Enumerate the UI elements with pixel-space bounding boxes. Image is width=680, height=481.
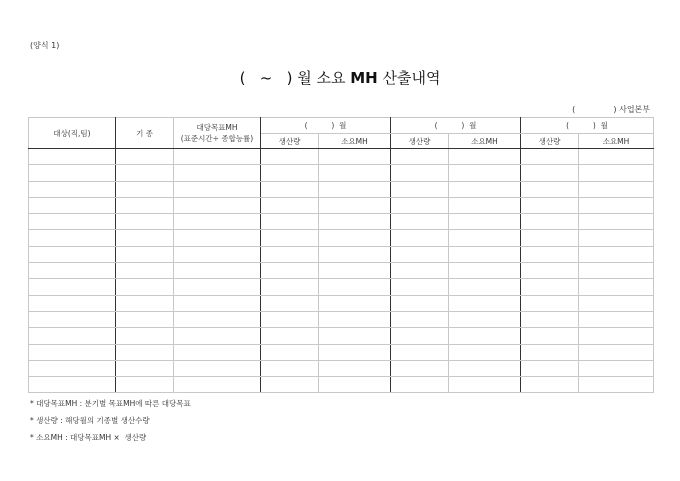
table-cell[interactable]	[521, 246, 579, 262]
table-cell[interactable]	[579, 214, 654, 230]
month-header-2: ( ) 월	[391, 118, 521, 134]
table-cell[interactable]	[319, 197, 391, 213]
table-cell[interactable]	[449, 165, 521, 181]
table-cell[interactable]	[391, 246, 449, 262]
table-cell[interactable]	[29, 328, 116, 344]
table-cell[interactable]	[261, 246, 319, 262]
table-cell[interactable]	[174, 360, 261, 376]
table-row	[29, 197, 654, 213]
table-cell[interactable]	[116, 279, 174, 295]
table-cell[interactable]	[174, 377, 261, 393]
table-cell[interactable]	[261, 197, 319, 213]
table-cell[interactable]	[29, 377, 116, 393]
sub-header-required-mh: 소요MH	[579, 134, 654, 149]
table-cell[interactable]	[319, 214, 391, 230]
sub-header-production: 생산량	[521, 134, 579, 149]
table-cell[interactable]	[174, 197, 261, 213]
sub-header-required-mh: 소요MH	[449, 134, 521, 149]
header-target: 대상(직,팀)	[29, 118, 116, 149]
table-row	[29, 295, 654, 311]
header-target-mh-line2: (표준시간÷ 종합능률)	[180, 134, 254, 143]
table-cell[interactable]	[391, 230, 449, 246]
table-cell[interactable]	[116, 246, 174, 262]
table-row	[29, 165, 654, 181]
table-cell[interactable]	[391, 344, 449, 360]
table-cell[interactable]	[449, 295, 521, 311]
table-cell[interactable]	[391, 311, 449, 327]
table-cell[interactable]	[449, 279, 521, 295]
table-cell[interactable]	[449, 149, 521, 165]
table-row	[29, 328, 654, 344]
table-cell[interactable]	[116, 263, 174, 279]
table-cell[interactable]	[579, 149, 654, 165]
table-cell[interactable]	[449, 197, 521, 213]
table-cell[interactable]	[116, 197, 174, 213]
table-cell[interactable]	[174, 214, 261, 230]
table-cell[interactable]	[391, 165, 449, 181]
table-cell[interactable]	[174, 165, 261, 181]
table-cell[interactable]	[521, 197, 579, 213]
table-cell[interactable]	[261, 328, 319, 344]
table-cell[interactable]	[521, 360, 579, 376]
table-cell[interactable]	[319, 149, 391, 165]
table-cell[interactable]	[579, 230, 654, 246]
title-suffix: 산출내역	[377, 69, 441, 87]
table-cell[interactable]	[391, 360, 449, 376]
table-cell[interactable]	[521, 165, 579, 181]
table-cell[interactable]	[521, 344, 579, 360]
table-cell[interactable]	[116, 311, 174, 327]
table-row	[29, 263, 654, 279]
table-cell[interactable]	[116, 377, 174, 393]
table-row	[29, 360, 654, 376]
table-cell[interactable]	[521, 279, 579, 295]
table-cell[interactable]	[449, 328, 521, 344]
table-cell[interactable]	[449, 311, 521, 327]
form-label: (양식 1)	[30, 41, 60, 50]
table-cell[interactable]	[391, 328, 449, 344]
table-cell[interactable]	[391, 214, 449, 230]
table-cell[interactable]	[391, 149, 449, 165]
table-cell[interactable]	[579, 246, 654, 262]
table-cell[interactable]	[29, 214, 116, 230]
page-title	[0, 67, 680, 88]
header-target-mh-line1: 대당목표MH	[196, 123, 238, 132]
title-mh: MH	[350, 69, 378, 87]
table-cell[interactable]	[521, 214, 579, 230]
table-cell[interactable]	[319, 246, 391, 262]
table-cell[interactable]	[29, 360, 116, 376]
month-header-1: ( ) 월	[261, 118, 391, 134]
table-body	[29, 149, 654, 393]
month-header-3: ( ) 월	[521, 118, 654, 134]
table-cell[interactable]	[174, 295, 261, 311]
table-cell[interactable]	[29, 311, 116, 327]
table-cell[interactable]	[116, 230, 174, 246]
table-cell[interactable]	[29, 344, 116, 360]
title-prefix: ( ~ ) 월 소요	[239, 69, 351, 87]
note-required-mh: * 소요MH : 대당목표MH × 생산량	[30, 433, 147, 442]
table-cell[interactable]	[449, 344, 521, 360]
table-cell[interactable]	[174, 279, 261, 295]
table-cell[interactable]	[319, 328, 391, 344]
table-cell[interactable]	[261, 377, 319, 393]
table-cell[interactable]	[579, 311, 654, 327]
table-cell[interactable]	[29, 197, 116, 213]
table-cell[interactable]	[261, 165, 319, 181]
table-cell[interactable]	[174, 344, 261, 360]
table-cell[interactable]	[174, 230, 261, 246]
table-cell[interactable]	[174, 311, 261, 327]
table-cell[interactable]	[319, 263, 391, 279]
table-cell[interactable]	[116, 181, 174, 197]
table-cell[interactable]	[319, 295, 391, 311]
table-cell[interactable]	[116, 214, 174, 230]
table-cell[interactable]	[174, 181, 261, 197]
table-cell[interactable]	[319, 279, 391, 295]
table-cell[interactable]	[449, 214, 521, 230]
table-cell[interactable]	[521, 328, 579, 344]
table-cell[interactable]	[319, 181, 391, 197]
table-cell[interactable]	[319, 344, 391, 360]
sub-header-production: 생산량	[261, 134, 319, 149]
table-cell[interactable]	[391, 377, 449, 393]
table-cell[interactable]	[29, 246, 116, 262]
table-cell[interactable]	[29, 230, 116, 246]
table-cell[interactable]	[29, 263, 116, 279]
table-cell[interactable]	[261, 149, 319, 165]
table-cell[interactable]	[521, 377, 579, 393]
table-cell[interactable]	[319, 377, 391, 393]
table-cell[interactable]	[449, 181, 521, 197]
table-row	[29, 230, 654, 246]
table-cell[interactable]	[116, 165, 174, 181]
table-cell[interactable]	[579, 279, 654, 295]
table-cell[interactable]	[29, 181, 116, 197]
table-row	[29, 279, 654, 295]
note-production: * 생산량 : 해당월의 기종별 생산수량	[30, 416, 150, 425]
table-cell[interactable]	[521, 181, 579, 197]
table-cell[interactable]	[261, 263, 319, 279]
sub-header-required-mh: 소요MH	[319, 134, 391, 149]
table-cell[interactable]	[174, 246, 261, 262]
table-row	[29, 181, 654, 197]
table-cell[interactable]	[116, 149, 174, 165]
table-row	[29, 377, 654, 393]
table-cell[interactable]	[261, 311, 319, 327]
table-cell[interactable]	[521, 263, 579, 279]
table-cell[interactable]	[521, 149, 579, 165]
table-cell[interactable]	[449, 377, 521, 393]
table-cell[interactable]	[29, 279, 116, 295]
division-label: ( ) 사업본부	[572, 105, 650, 114]
table-row	[29, 214, 654, 230]
table-cell[interactable]	[449, 230, 521, 246]
table-cell[interactable]	[319, 360, 391, 376]
table-cell[interactable]	[391, 263, 449, 279]
table-row	[29, 311, 654, 327]
table-cell[interactable]	[579, 263, 654, 279]
table-cell[interactable]	[261, 360, 319, 376]
table-cell[interactable]	[261, 344, 319, 360]
table-cell[interactable]	[391, 181, 449, 197]
table-cell[interactable]	[174, 328, 261, 344]
table-cell[interactable]	[116, 328, 174, 344]
table-cell[interactable]	[261, 295, 319, 311]
table-cell[interactable]	[261, 230, 319, 246]
table-cell[interactable]	[261, 214, 319, 230]
table-cell[interactable]	[521, 295, 579, 311]
mh-table	[28, 117, 654, 393]
table-cell[interactable]	[116, 295, 174, 311]
table-cell[interactable]	[116, 360, 174, 376]
table-cell[interactable]	[449, 263, 521, 279]
table-cell[interactable]	[29, 149, 116, 165]
table-cell[interactable]	[261, 181, 319, 197]
table-cell[interactable]	[579, 328, 654, 344]
sub-header-production: 생산량	[391, 134, 449, 149]
table-cell[interactable]	[449, 360, 521, 376]
table-cell[interactable]	[319, 230, 391, 246]
table-cell[interactable]	[579, 377, 654, 393]
table-cell[interactable]	[29, 295, 116, 311]
table-cell[interactable]	[579, 344, 654, 360]
table-cell[interactable]	[579, 360, 654, 376]
table-row	[29, 149, 654, 165]
table-cell[interactable]	[521, 230, 579, 246]
header-target-mh	[174, 118, 261, 149]
table-cell[interactable]	[116, 344, 174, 360]
table-cell[interactable]	[29, 165, 116, 181]
table-row	[29, 344, 654, 360]
table-cell[interactable]	[319, 165, 391, 181]
table-cell[interactable]	[391, 279, 449, 295]
table-cell[interactable]	[391, 295, 449, 311]
table-cell[interactable]	[174, 263, 261, 279]
table-cell[interactable]	[261, 279, 319, 295]
header-standard: 기 종	[116, 118, 174, 149]
table-row	[29, 246, 654, 262]
table-cell[interactable]	[579, 197, 654, 213]
table-cell[interactable]	[174, 149, 261, 165]
table-cell[interactable]	[449, 246, 521, 262]
table-cell[interactable]	[521, 311, 579, 327]
table-cell[interactable]	[319, 311, 391, 327]
note-target-mh: * 대당목표MH : 분기별 목표MH에 따른 대당목표	[30, 399, 191, 408]
table-cell[interactable]	[579, 181, 654, 197]
table-cell[interactable]	[391, 197, 449, 213]
table-cell[interactable]	[579, 295, 654, 311]
table-cell[interactable]	[579, 165, 654, 181]
